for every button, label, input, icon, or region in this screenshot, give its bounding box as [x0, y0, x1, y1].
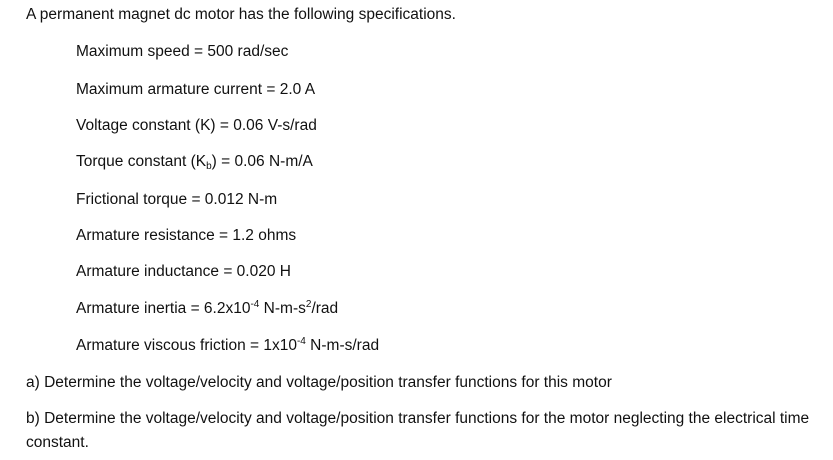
torque-constant-pre: Torque constant (K — [76, 153, 207, 170]
spec-frictional-torque: Frictional torque = 0.012 N-m — [76, 191, 278, 208]
spec-torque-constant — [76, 152, 313, 172]
question-a: a) Determine the voltage/velocity and voltage/position transfer functions for this motor — [26, 374, 612, 391]
spec-voltage-constant: Voltage constant (K) = 0.06 V-s/rad — [76, 117, 317, 134]
spec-max-current: Maximum armature current = 2.0 A — [76, 81, 316, 98]
viscous-friction-exponent: -4 — [296, 336, 306, 347]
question-b: b) Determine the voltage/velocity and voltage/position transfer functions for the motor neglecting the electrical time constant. — [26, 410, 810, 451]
torque-constant-post: ) = 0.06 N-m/A — [211, 153, 313, 170]
spec-inertia — [76, 299, 338, 319]
viscous-friction-post: N-m-s/rad — [305, 337, 380, 354]
spec-viscous-friction — [76, 336, 379, 356]
viscous-friction-pre: Armature viscous friction = 1x10 — [76, 337, 297, 354]
inertia-pre: Armature inertia = 6.2x10 — [76, 300, 251, 317]
torque-constant-subscript: b — [206, 161, 212, 172]
inertia-mid: N-m-s — [259, 300, 306, 317]
inertia-post: /rad — [311, 300, 339, 317]
spec-inductance: Armature inductance = 0.020 H — [76, 263, 291, 280]
inertia-exponent-2: 2 — [305, 299, 312, 310]
spec-max-speed: Maximum speed = 500 rad/sec — [76, 43, 289, 60]
inertia-exponent: -4 — [250, 299, 260, 310]
intro-text: A permanent magnet dc motor has the following specifications. — [26, 6, 456, 23]
spec-resistance: Armature resistance = 1.2 ohms — [76, 227, 297, 244]
